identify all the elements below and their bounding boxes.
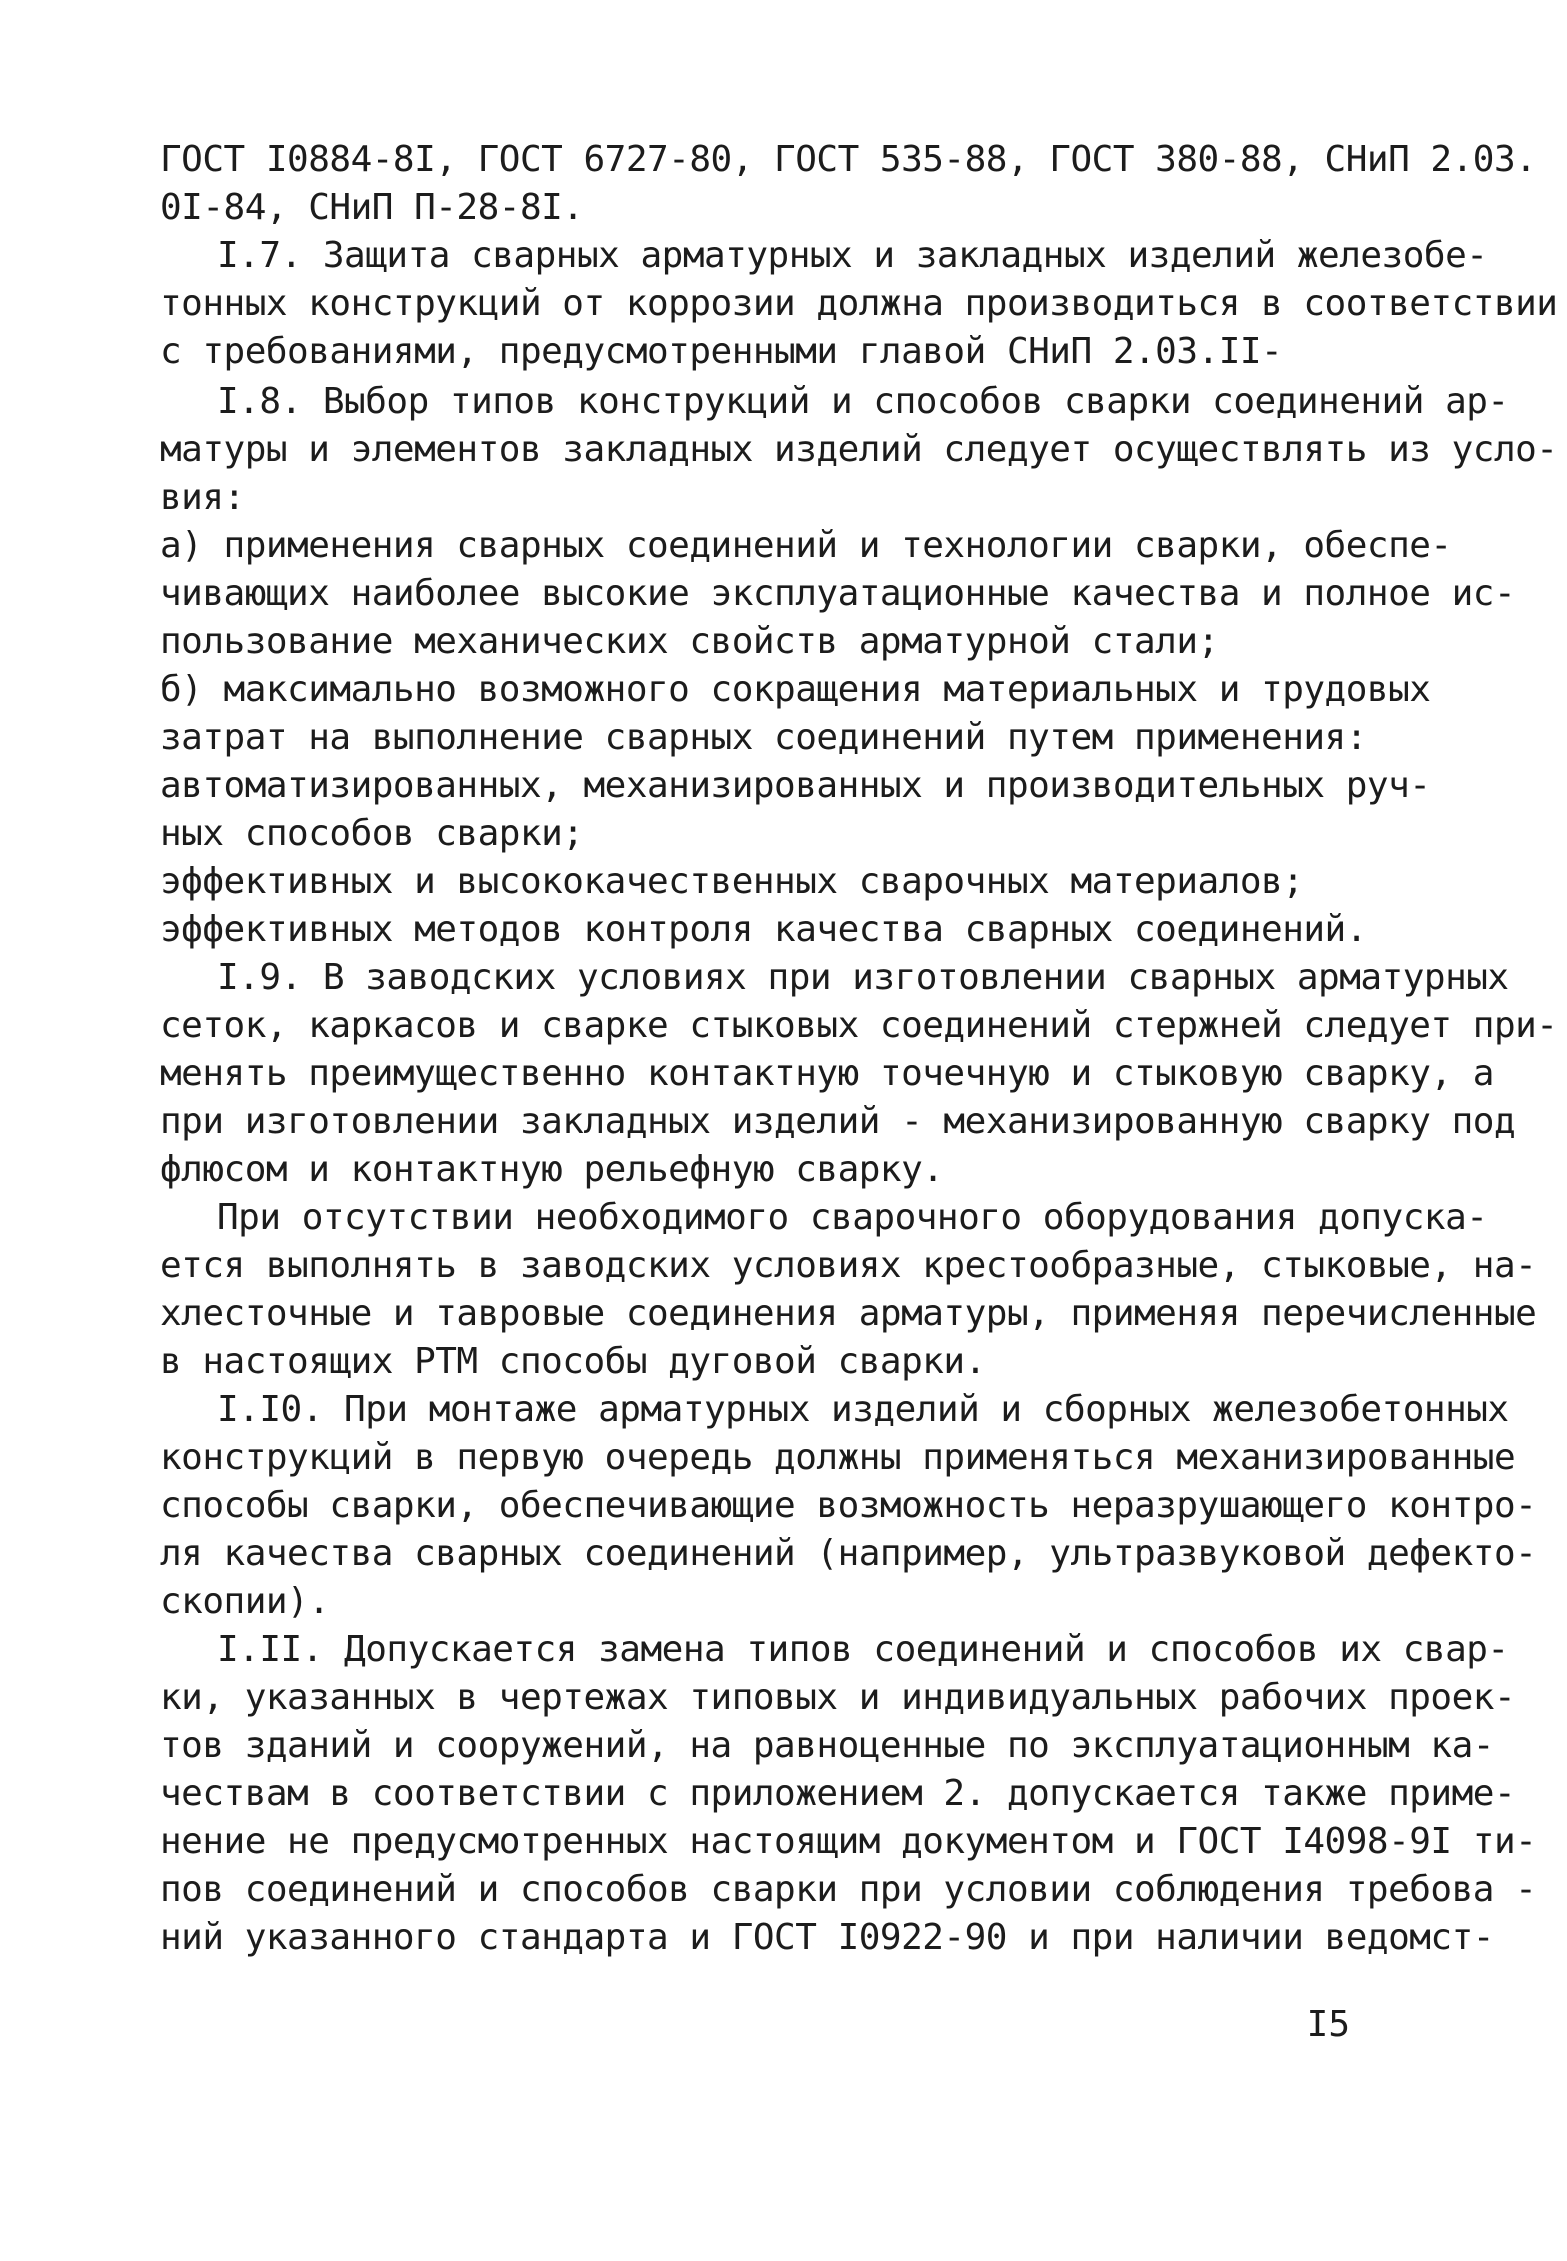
text-line: I.8. Выбор типов конструкций и способов сварки соединений ар- — [217, 381, 1509, 422]
page-number: I5 — [1306, 2004, 1350, 2045]
text-line: хлесточные и тавровые соединения арматуры, применяя перечисленные — [160, 1293, 1537, 1334]
text-line: автоматизированных, механизированных и производительных руч- — [160, 765, 1431, 806]
text-line: При отсутствии необходимого сварочного оборудования допуска- — [217, 1197, 1488, 1238]
text-line: в настоящих РТМ способы дуговой сварки. — [160, 1341, 986, 1382]
text-line: б) максимально возможного сокращения материальных и трудовых — [160, 669, 1431, 710]
text-line: флюсом и контактную рельефную сварку. — [160, 1149, 944, 1190]
text-line: менять преимущественно контактную точечную и стыковую сварку, а — [160, 1053, 1494, 1094]
text-line: при изготовлении закладных изделий - механизированную сварку под — [160, 1101, 1516, 1142]
text-line: ля качества сварных соединений (например, ультразвуковой дефекто- — [160, 1533, 1537, 1574]
text-line: 0I-84, СНиП П-28-8I. — [160, 187, 584, 228]
text-line: а) применения сварных соединений и технологии сварки, обеспе- — [160, 525, 1452, 566]
text-line: пользование механических свойств арматурной стали; — [160, 621, 1219, 662]
text-line: конструкций в первую очередь должны применяться механизированные — [160, 1437, 1516, 1478]
text-line: I.7. Защита сварных арматурных и закладных изделий железобе- — [217, 235, 1488, 276]
text-line: эффективных методов контроля качества сварных соединений. — [160, 909, 1367, 950]
text-line: чивающих наиболее высокие эксплуатационные качества и полное ис- — [160, 573, 1516, 614]
text-line: с требованиями, предусмотренными главой СНиП 2.03.II- — [160, 331, 1283, 372]
text-line: чествам в соответствии с приложением 2. допускается также приме- — [160, 1773, 1516, 1814]
text-line: тов зданий и сооружений, на равноценные по эксплуатационным ка- — [160, 1725, 1494, 1766]
text-line: ГОСТ I0884-8I, ГОСТ 6727-80, ГОСТ 535-88, ГОСТ 380-88, СНиП 2.03. — [160, 139, 1537, 180]
text-line: ний указанного стандарта и ГОСТ I0922-90 и при наличии ведомст- — [160, 1917, 1494, 1958]
text-line: ется выполнять в заводских условиях крестообразные, стыковые, на- — [160, 1245, 1537, 1286]
text-line: сеток, каркасов и сварке стыковых соединений стержней следует при- — [160, 1005, 1558, 1046]
text-line: затрат на выполнение сварных соединений путем применения: — [160, 717, 1367, 758]
text-line: I.I0. При монтаже арматурных изделий и сборных железобетонных — [217, 1389, 1509, 1430]
text-line: вия: — [160, 477, 245, 518]
text-line: способы сварки, обеспечивающие возможность неразрушающего контро- — [160, 1485, 1537, 1526]
text-line: I.9. В заводских условиях при изготовлении сварных арматурных — [217, 957, 1509, 998]
text-line: нение не предусмотренных настоящим документом и ГОСТ I4098-9I ти- — [160, 1821, 1537, 1862]
text-line: скопии). — [160, 1581, 330, 1622]
text-line: тонных конструкций от коррозии должна производиться в соответствии — [160, 283, 1558, 324]
text-line: I.II. Допускается замена типов соединений и способов их свар- — [217, 1629, 1509, 1670]
text-line: эффективных и высококачественных сварочных материалов; — [160, 861, 1304, 902]
text-line: матуры и элементов закладных изделий следует осуществлять из усло- — [160, 429, 1558, 470]
text-line: пов соединений и способов сварки при условии соблюдения требова - — [160, 1869, 1537, 1910]
text-line: ных способов сварки; — [160, 813, 584, 854]
text-line: ки, указанных в чертежах типовых и индивидуальных рабочих проек- — [160, 1677, 1516, 1718]
